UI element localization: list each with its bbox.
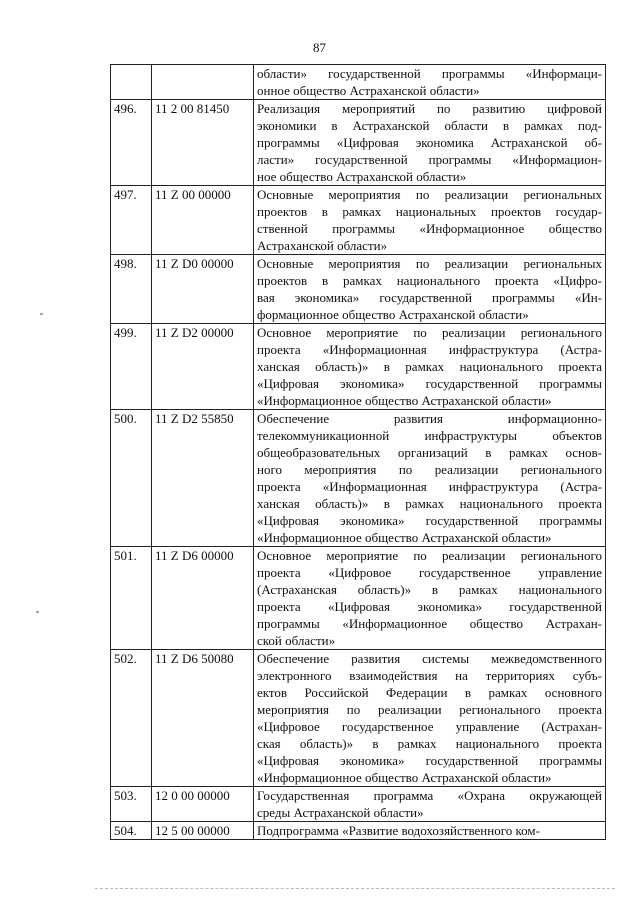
description-line: проектов в рамках национального проекта «Цифро- [257,273,602,288]
table-body [111,65,606,840]
row-number-cell: 497. [111,186,152,255]
page-number: 87 [313,40,326,55]
description-line: «Информационное общество Астраханской области» [257,530,552,545]
description-cell [254,186,606,255]
description-line: Основное мероприятие по реализации регионального [257,325,602,340]
scan-speck [40,313,43,315]
table-row [111,100,606,186]
description-line: ская область)» в рамках национального проекта [257,736,602,751]
description-cell [254,650,606,787]
description-line: общеобразовательных организаций в рамках основ- [257,445,602,460]
row-number-cell: 496. [111,100,152,186]
description-line: вая экономика» государственной программы «Ин- [257,290,602,305]
row-number-cell: 503. [111,787,152,822]
description-line: Подпрограмма «Развитие водохозяйственного ком- [257,823,540,838]
table-row [111,186,606,255]
description-line: ного мероприятия по реализации регионального [257,462,602,477]
description-cell [254,410,606,547]
row-number-cell [111,65,152,100]
description-line: экономики в Астраханской области в рамках под- [257,118,602,133]
table-row [111,650,606,787]
table-row [111,255,606,324]
description-line: Обеспечение развития системы межведомственного [257,651,602,666]
description-line: ное общество Астраханской области» [257,169,467,184]
classification-code-cell: 12 0 00 00000 [152,787,254,822]
classification-code-cell: 12 5 00 00000 [152,822,254,840]
classification-code-cell [152,65,254,100]
description-line: ской области» [257,633,336,648]
description-line: Основные мероприятия по реализации региональных [257,256,602,271]
description-line: Астраханской области» [257,238,388,253]
row-number-cell: 499. [111,324,152,410]
description-line: Основное мероприятие по реализации регионального [257,548,602,563]
description-line: ственной программы «Информационное общество [257,221,602,236]
description-line: ханская область)» в рамках национального проекта [257,359,602,374]
table-row [111,547,606,650]
description-line: электронного взаимодействия на территориях субъ- [257,668,602,683]
description-line: ектов Российской Федерации в рамках основного [257,685,602,700]
description-line: проекта «Цифровая экономика» государственной [257,599,602,614]
description-line: «Цифровое государственное управление (Астрахан- [257,719,602,734]
description-line: (Астраханская область)» в рамках национального [257,582,602,597]
description-line: «Цифровая экономика» государственной программы [257,753,602,768]
description-line: «Цифровая экономика» государственной программы [257,376,602,391]
description-cell [254,324,606,410]
row-number-cell: 502. [111,650,152,787]
row-number-cell: 504. [111,822,152,840]
classification-code-cell: 11 Z D2 00000 [152,324,254,410]
description-line: Обеспечение развития информационно- [257,411,602,426]
description-cell [254,787,606,822]
classification-code-cell: 11 Z D6 00000 [152,547,254,650]
description-cell [254,100,606,186]
description-line: телекоммуникационной инфраструктуры объектов [257,428,602,443]
table-row [111,410,606,547]
row-number-cell: 498. [111,255,152,324]
description-line: проектов в рамках национальных проектов государ- [257,204,602,219]
classification-code-cell: 11 2 00 81450 [152,100,254,186]
row-number-cell: 500. [111,410,152,547]
description-line: формационное общество Астраханской области» [257,307,529,322]
description-cell [254,65,606,100]
description-line: «Информационное общество Астраханской области» [257,393,552,408]
description-line: «Цифровая экономика» государственной программы [257,513,602,528]
description-line: ласти» государственной программы «Информацион- [257,152,602,167]
description-line: Реализация мероприятий по развитию цифровой [257,101,602,116]
description-line: Государственная программа «Охрана окружающей [257,788,602,803]
scan-bottom-edge [95,888,615,889]
description-cell [254,547,606,650]
classification-code-cell: 11 Z 00 00000 [152,186,254,255]
description-line: проекта «Информационная инфраструктура (Астра- [257,342,602,357]
description-cell [254,822,606,840]
scan-speck [36,611,39,613]
budget-classification-table [110,64,606,840]
classification-code-cell: 11 Z D6 50080 [152,650,254,787]
description-line: программы «Цифровая экономика Астраханской об- [257,135,602,150]
description-line: среды Астраханской области» [257,805,424,820]
table-row [111,65,606,100]
description-line: онное общество Астраханской области» [257,83,480,98]
classification-code-cell: 11 Z D0 00000 [152,255,254,324]
description-line: области» государственной программы «Информаци- [257,66,602,81]
table-row [111,787,606,822]
description-line: программы «Информационное общество Астрахан- [257,616,602,631]
description-line: «Информационное общество Астраханской области» [257,770,552,785]
description-line: мероприятия по реализации регионального проекта [257,702,602,717]
table-row [111,324,606,410]
description-line: ханская область)» в рамках национального проекта [257,496,602,511]
description-line: Основные мероприятия по реализации региональных [257,187,602,202]
description-line: проекта «Цифровое государственное управление [257,565,602,580]
description-cell [254,255,606,324]
row-number-cell: 501. [111,547,152,650]
classification-code-cell: 11 Z D2 55850 [152,410,254,547]
description-line: проекта «Информационная инфраструктура (Астра- [257,479,602,494]
table-row [111,822,606,840]
